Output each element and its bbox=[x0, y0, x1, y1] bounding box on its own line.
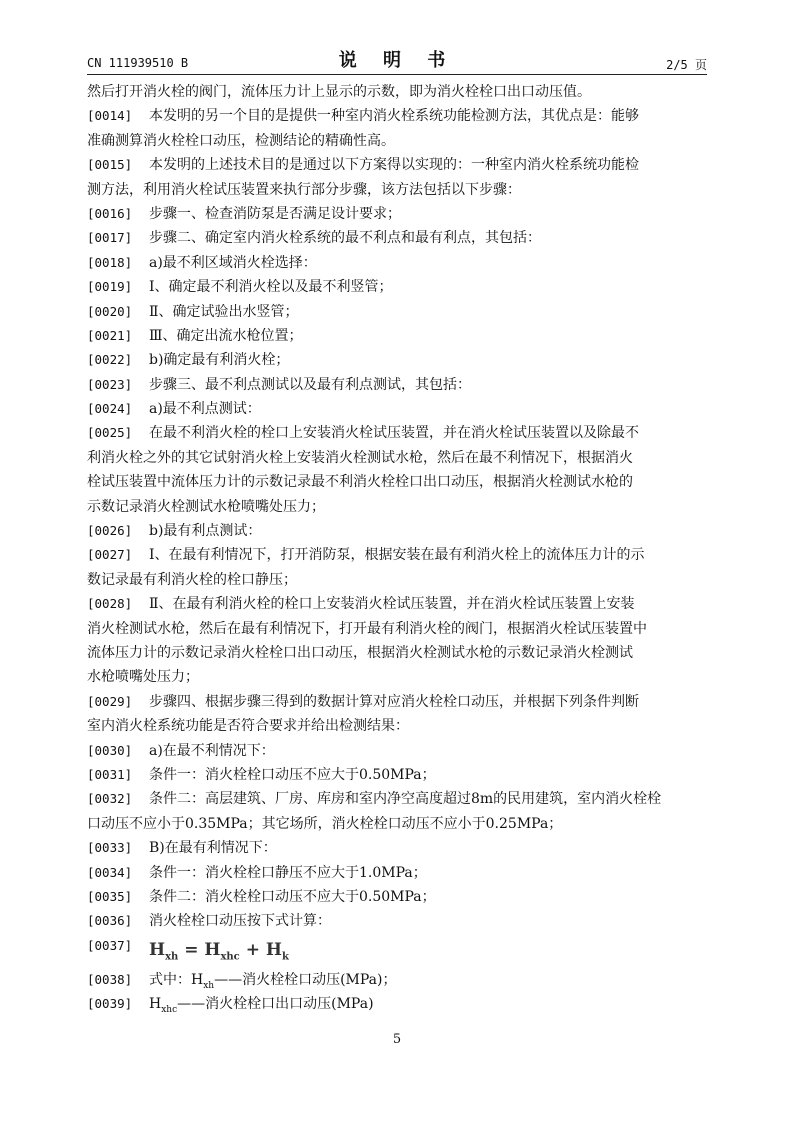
paragraph-number: [0021] bbox=[87, 327, 133, 343]
formula-operator: = bbox=[178, 939, 205, 960]
paragraph bbox=[87, 80, 708, 104]
paragraph-text: a)在最不利情况下： bbox=[149, 742, 275, 759]
paragraph-line bbox=[87, 397, 708, 421]
paragraph-continuation: 利消火栓之外的其它试射消火栓上安装消火栓测试水枪，然后在最不利情况下，根据消火 bbox=[87, 449, 633, 466]
variable-subscript: xh bbox=[203, 980, 215, 991]
paragraph-number: [0022] bbox=[87, 352, 133, 368]
paragraph-line bbox=[87, 836, 708, 860]
paragraph-line bbox=[87, 153, 708, 177]
paragraph-text: 然后打开消火栓的阀门，流体压力计上显示的示数，即为消火栓栓口出口动压值。 bbox=[87, 84, 591, 100]
paragraph-text: b)确定最有利消火栓； bbox=[149, 352, 290, 369]
paragraph bbox=[87, 202, 708, 226]
formula bbox=[87, 938, 708, 970]
paragraph-line bbox=[87, 787, 708, 811]
paragraph-text: Ⅱ、确定试验出水竖管； bbox=[149, 303, 299, 320]
paragraph-text: a)最不利区域消火栓选择： bbox=[149, 254, 317, 271]
paragraph bbox=[87, 836, 708, 860]
paragraph-line bbox=[87, 592, 708, 616]
paragraph bbox=[87, 275, 708, 299]
paragraph-line bbox=[87, 373, 708, 397]
paragraph-text: Ⅲ、确定出流水枪位置； bbox=[149, 327, 303, 344]
paragraph bbox=[87, 968, 708, 992]
formula-term: H bbox=[149, 939, 166, 960]
paragraph-text: 步骤四、根据步骤三得到的数据计算对应消火栓栓口动压，并根据下列条件判断 bbox=[149, 693, 639, 710]
paragraph bbox=[87, 787, 708, 836]
variable-subscript: xhc bbox=[161, 1004, 178, 1015]
paragraph bbox=[87, 397, 708, 421]
paragraph-text: Ⅰ、确定最不利消火栓以及最不利竖管； bbox=[149, 279, 393, 296]
paragraph-text: a)最不利点测试： bbox=[149, 401, 261, 418]
paragraph-continuation: 测方法，利用消火栓试压装置来执行部分步骤，该方法包括以下步骤： bbox=[87, 181, 521, 198]
paragraph-continuation: 数记录最有利消火栓的栓口静压； bbox=[87, 571, 297, 588]
formula-subscript: xh bbox=[165, 951, 179, 963]
paragraph-line bbox=[87, 739, 708, 763]
paragraph-number: [0024] bbox=[87, 401, 133, 417]
paragraph-text: Ⅱ、在最有利消火栓的栓口上安装消火栓试压装置，并在消火栓试压装置上安装 bbox=[149, 596, 635, 613]
paragraph-number: [0027] bbox=[87, 547, 133, 563]
paragraph-line bbox=[87, 421, 708, 445]
paragraph-text: 步骤一、检查消防泵是否满足设计要求； bbox=[149, 205, 401, 222]
paragraph-continuation: 准确测算消火栓栓口动压，检测结论的精确性高。 bbox=[87, 132, 395, 149]
paragraph bbox=[87, 909, 708, 933]
paragraph-continuation: 栓试压装置中流体压力计的示数记录最不利消火栓栓口出口动压，根据消火栓测试水枪的 bbox=[87, 474, 633, 491]
variable-symbol: H bbox=[149, 996, 162, 1013]
paragraph-number: [0031] bbox=[87, 766, 133, 782]
paragraph-line bbox=[87, 226, 708, 250]
paragraph-number: [0033] bbox=[87, 840, 133, 856]
paragraph-line bbox=[87, 543, 708, 567]
paragraph-text: 步骤二、确定室内消火栓系统的最不利点和最有利点，其包括： bbox=[149, 230, 541, 247]
paragraph-number: [0018] bbox=[87, 254, 133, 270]
paragraph-number: [0039] bbox=[87, 996, 133, 1012]
paragraph-number: [0025] bbox=[87, 425, 133, 441]
paragraph bbox=[87, 324, 708, 348]
paragraph-text: B)在最有利情况下： bbox=[149, 840, 277, 857]
paragraph-continuation: 室内消火栓系统功能是否符合要求并给出检测结果： bbox=[87, 718, 409, 735]
paragraph-line bbox=[87, 251, 708, 275]
paragraph-number: [0017] bbox=[87, 230, 133, 246]
paragraph-number: [0038] bbox=[87, 971, 133, 987]
formula-term: H bbox=[204, 939, 221, 960]
paragraph bbox=[87, 104, 708, 153]
variable-definition: ——消火栓栓口出口动压(MPa) bbox=[177, 996, 374, 1013]
paragraph-number: [0035] bbox=[87, 888, 133, 904]
paragraph-number: [0029] bbox=[87, 693, 133, 709]
paragraph-text: 在最不利消火栓的栓口上安装消火栓试压装置，并在消火栓试压装置以及除最不 bbox=[149, 425, 639, 442]
formula-paragraph bbox=[87, 934, 708, 968]
paragraph-line bbox=[87, 861, 708, 885]
header-rule bbox=[87, 74, 707, 75]
paragraph-number: [0032] bbox=[87, 791, 133, 807]
paragraph-text: b)最有利点测试： bbox=[149, 523, 262, 540]
paragraph-text: 条件二：消火栓栓口动压不应大于0.50MPa； bbox=[149, 888, 436, 905]
paragraph-continuation: 流体压力计的示数记录消火栓栓口出口动压，根据消火栓测试水枪的示数记录消火栓测试 bbox=[87, 644, 633, 661]
page-header bbox=[87, 44, 707, 74]
paragraph-line bbox=[87, 275, 708, 299]
paragraph-continuation: 示数记录消火栓测试水枪喷嘴处压力； bbox=[87, 498, 325, 515]
document-title: 说 明 书 bbox=[338, 50, 456, 71]
paragraph-number: [0019] bbox=[87, 279, 133, 295]
paragraph-line bbox=[87, 690, 708, 714]
paragraph-number: [0028] bbox=[87, 596, 133, 612]
paragraph-number: [0020] bbox=[87, 303, 133, 319]
paragraph bbox=[87, 861, 708, 885]
formula-term: H bbox=[265, 939, 282, 960]
paragraph-text bbox=[87, 992, 708, 1016]
paragraph-line bbox=[87, 909, 708, 933]
paragraph bbox=[87, 251, 708, 275]
paragraph-line bbox=[87, 763, 708, 787]
paragraph-number: [0036] bbox=[87, 913, 133, 929]
paragraph bbox=[87, 153, 708, 202]
paragraph-number: [0015] bbox=[87, 157, 133, 173]
formula-subscript: k bbox=[281, 951, 289, 963]
paragraph-line bbox=[87, 300, 708, 324]
paragraph bbox=[87, 992, 708, 1016]
paragraph bbox=[87, 519, 708, 543]
paragraph bbox=[87, 690, 708, 739]
page-number: 5 bbox=[392, 1032, 402, 1047]
paragraph-line bbox=[87, 885, 708, 909]
paragraph bbox=[87, 300, 708, 324]
paragraph-line bbox=[87, 202, 708, 226]
paragraph-number: [0030] bbox=[87, 742, 133, 758]
paragraph bbox=[87, 543, 708, 592]
paragraph bbox=[87, 421, 708, 519]
variable-symbol: 式中：H bbox=[149, 971, 204, 988]
paragraph-text bbox=[87, 968, 708, 992]
paragraph-text: 本发明的另一个目的是提供一种室内消火栓系统功能检测方法，其优点是：能够 bbox=[149, 108, 639, 125]
paragraph-number: [0014] bbox=[87, 108, 133, 124]
paragraph-number: [0034] bbox=[87, 864, 133, 880]
paragraph bbox=[87, 763, 708, 787]
paragraph-text: 本发明的上述技术目的是通过以下方案得以实现的：一种室内消火栓系统功能检 bbox=[149, 157, 639, 174]
paragraph-text: 条件一：消火栓栓口静压不应大于1.0MPa； bbox=[149, 864, 427, 881]
paragraph-line bbox=[87, 324, 708, 348]
paragraph bbox=[87, 348, 708, 372]
paragraph-continuation: 水枪喷嘴处压力； bbox=[87, 669, 199, 686]
patent-number: CN 111939510 B bbox=[87, 56, 189, 70]
paragraph bbox=[87, 592, 708, 690]
formula-expression bbox=[149, 938, 289, 970]
paragraph bbox=[87, 885, 708, 909]
document-body bbox=[87, 80, 708, 1016]
paragraph-line bbox=[87, 104, 708, 128]
paragraph-number: [0026] bbox=[87, 523, 133, 539]
paragraph bbox=[87, 373, 708, 397]
paragraph-continuation: 消火栓测试水枪，然后在最有利情况下，打开最有利消火栓的阀门，根据消火栓试压装置中 bbox=[87, 620, 647, 637]
paragraph-text: 条件二：高层建筑、厂房、库房和室内净空高度超过8m的民用建筑，室内消火栓栓 bbox=[149, 791, 662, 808]
paragraph bbox=[87, 226, 708, 250]
paragraph-number: [0037] bbox=[87, 937, 133, 953]
paragraph-line bbox=[87, 348, 708, 372]
paragraph-text: Ⅰ、在最有利情况下，打开消防泵，根据安装在最有利消火栓上的流体压力计的示 bbox=[149, 547, 645, 564]
paragraph-text: 步骤三、最不利点测试以及最有利点测试，其包括： bbox=[149, 376, 471, 393]
formula-operator: + bbox=[239, 939, 266, 960]
variable-definition: ——消火栓栓口动压(MPa)； bbox=[214, 971, 397, 988]
page-indicator: 2/5 页 bbox=[666, 58, 707, 72]
paragraph-line bbox=[87, 519, 708, 543]
paragraph-text: 消火栓栓口动压按下式计算： bbox=[149, 913, 331, 930]
paragraph-continuation: 口动压不应小于0.35MPa；其它场所，消火栓栓口动压不应小于0.25MPa； bbox=[87, 815, 563, 832]
paragraph-number: [0023] bbox=[87, 376, 133, 392]
paragraph-number: [0016] bbox=[87, 205, 133, 221]
formula-subscript: xhc bbox=[220, 951, 240, 963]
paragraph-text: 条件一：消火栓栓口动压不应大于0.50MPa； bbox=[149, 766, 436, 783]
paragraph-line bbox=[87, 80, 708, 104]
paragraph bbox=[87, 739, 708, 763]
